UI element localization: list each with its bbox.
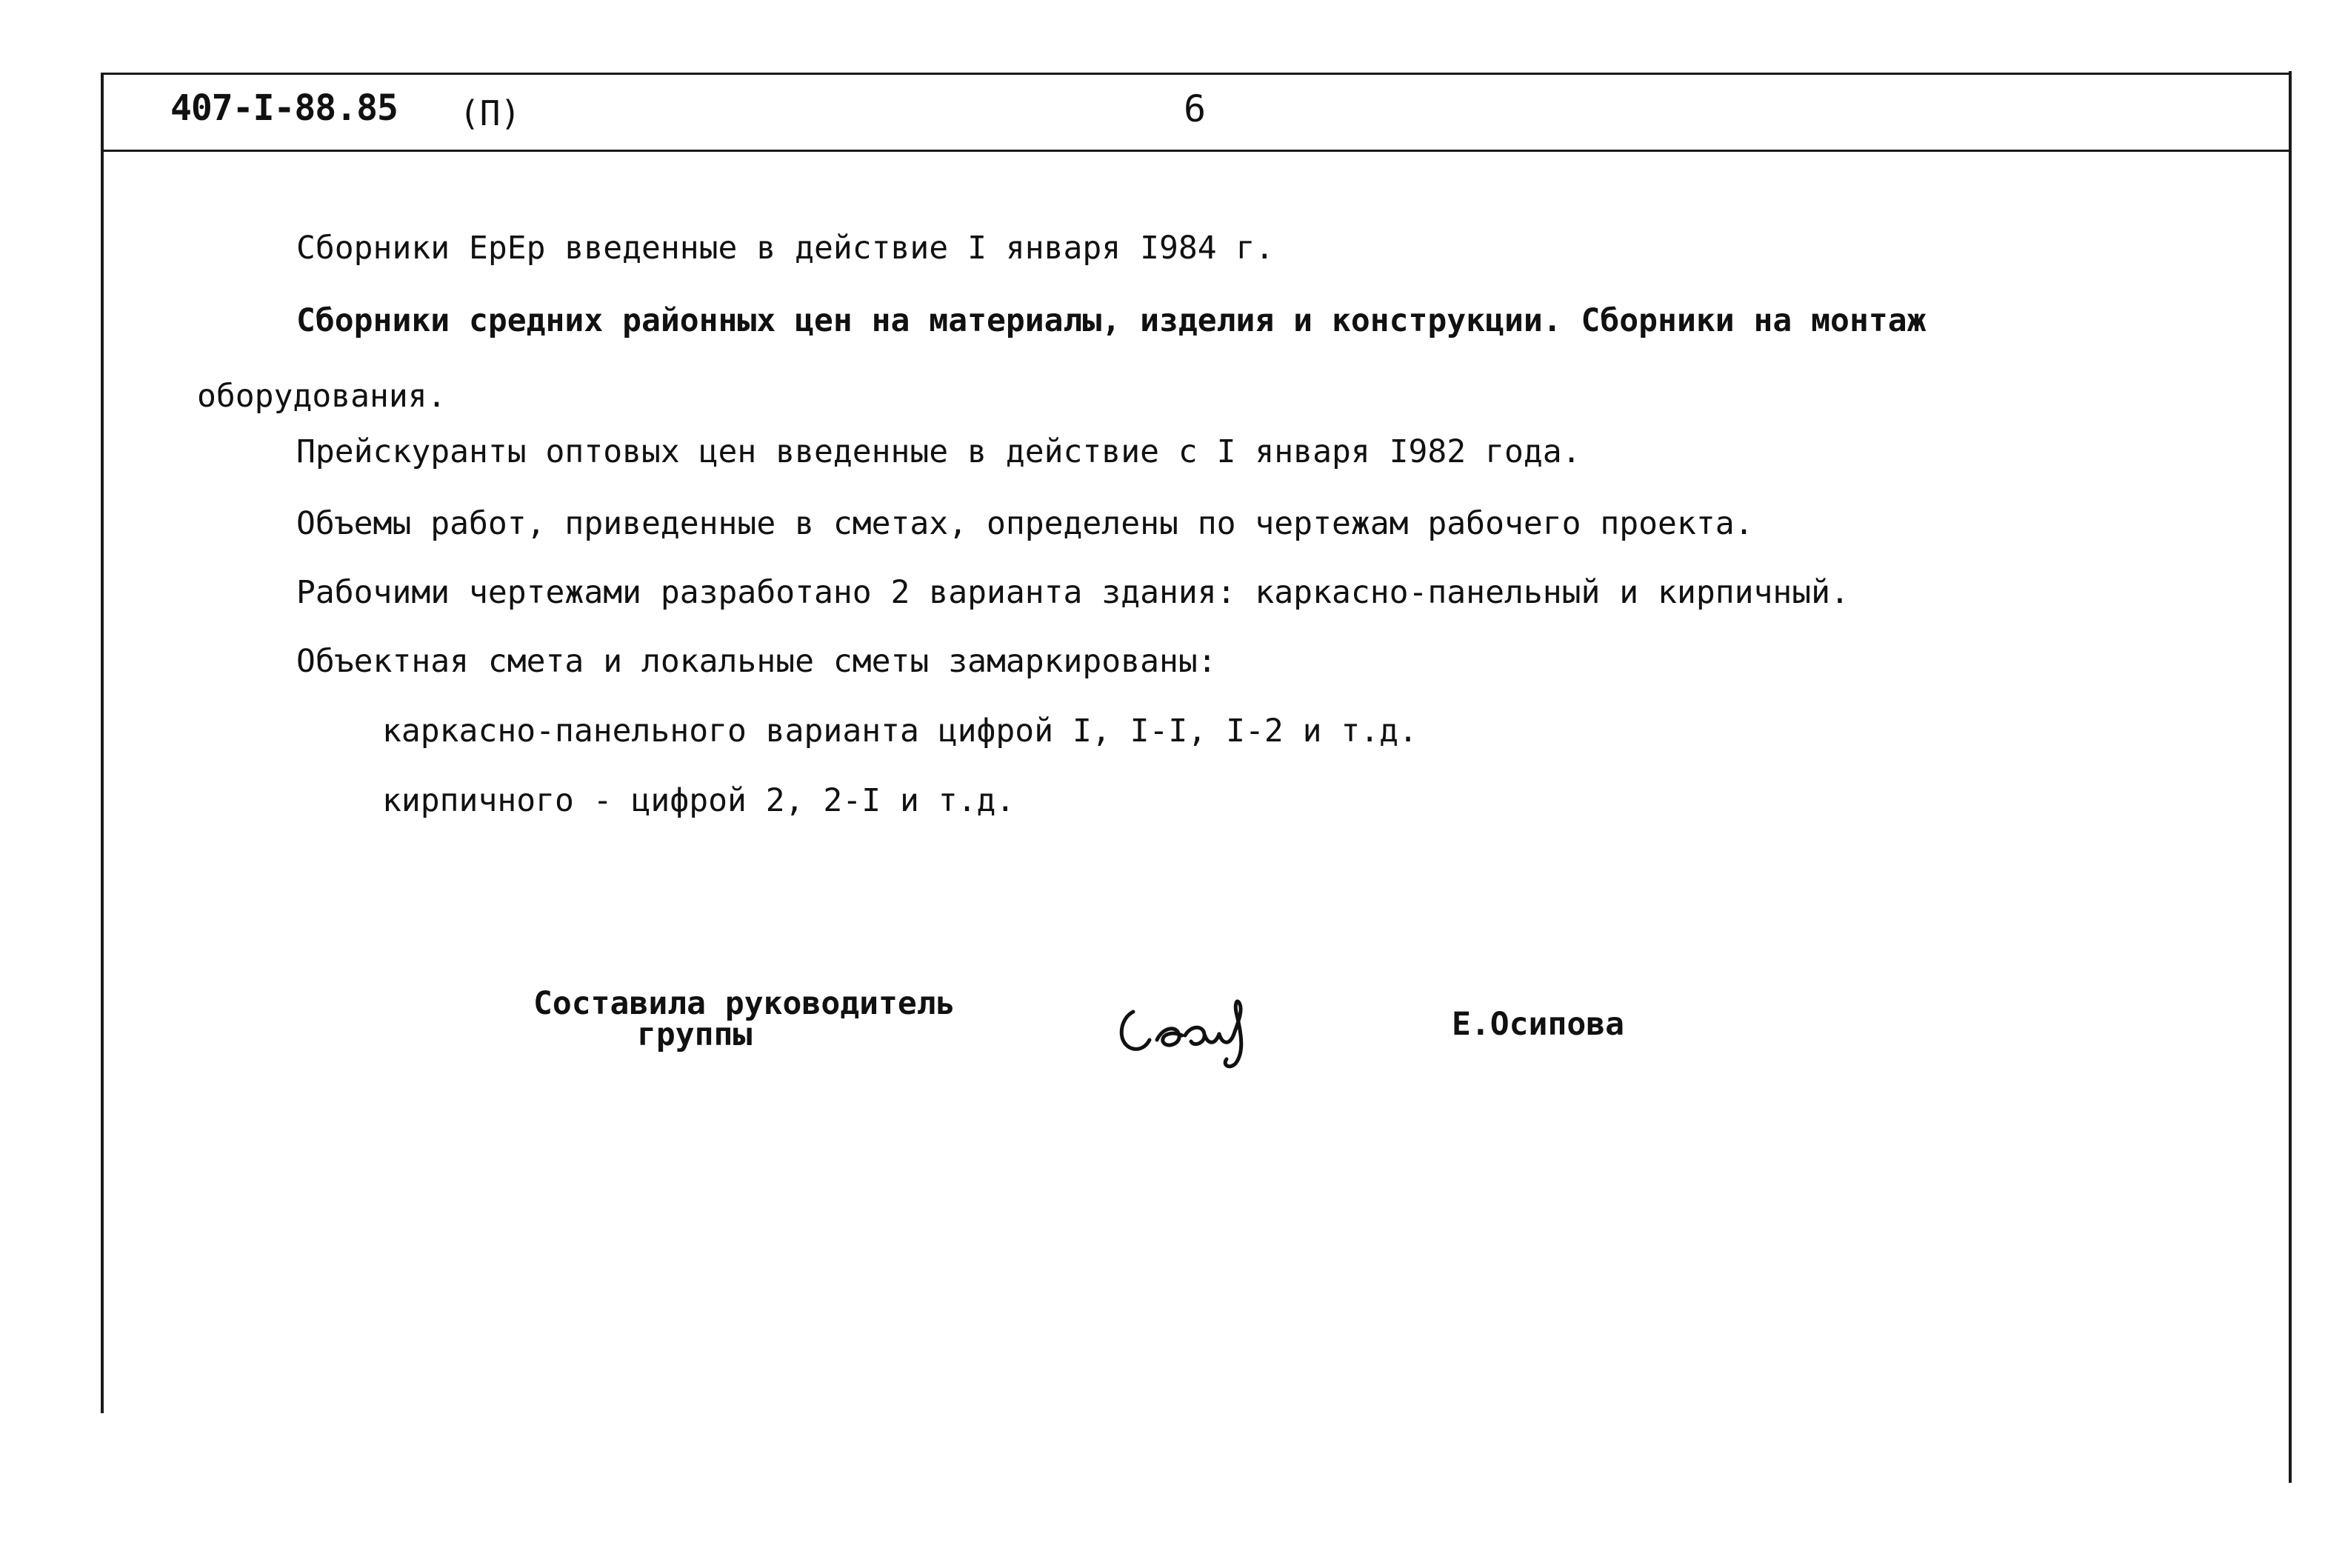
body-line: Прейскуранты оптовых цен введенные в действие с I января I982 года. <box>296 433 1581 470</box>
body-line: каркасно-панельного варианта цифрой I, I-I, I-2 и т.д. <box>382 713 1418 750</box>
body-line: Сборники ЕрЕр введенные в действие I января I984 г. <box>296 230 1275 267</box>
top-border-line <box>101 73 2290 75</box>
right-border-line <box>2289 71 2292 1483</box>
signature-block <box>533 985 1718 1089</box>
document-mark: (П) <box>459 93 521 133</box>
body-line: Рабочими чертежами разработано 2 варианта здания: каркасно-панельный и кирпичный. <box>296 574 1849 611</box>
body-line: Объектная смета и локальные сметы замаркированы: <box>296 643 1217 680</box>
signer-role-continued: группы <box>637 1016 753 1053</box>
body-line: оборудования. <box>197 378 447 415</box>
header-divider-line <box>104 150 2289 152</box>
page-number: 6 <box>1184 87 1207 130</box>
body-line: кирпичного - цифрой 2, 2-I и т.д. <box>382 782 1015 819</box>
body-line: Сборники средних районных цен на материалы, изделия и конструкции. Сборники на монтаж <box>296 302 1927 339</box>
body-line: Объемы работ, приведенные в сметах, определены по чертежам рабочего проекта. <box>296 505 1754 542</box>
left-border-line <box>101 74 104 1413</box>
signer-role: Составила руководитель <box>533 985 955 1022</box>
signer-name: Е.Осипова <box>1452 1006 1624 1043</box>
page-header <box>170 87 2289 139</box>
handwritten-signature <box>1111 982 1289 1071</box>
document-code: 407-I-88.85 <box>170 87 398 129</box>
